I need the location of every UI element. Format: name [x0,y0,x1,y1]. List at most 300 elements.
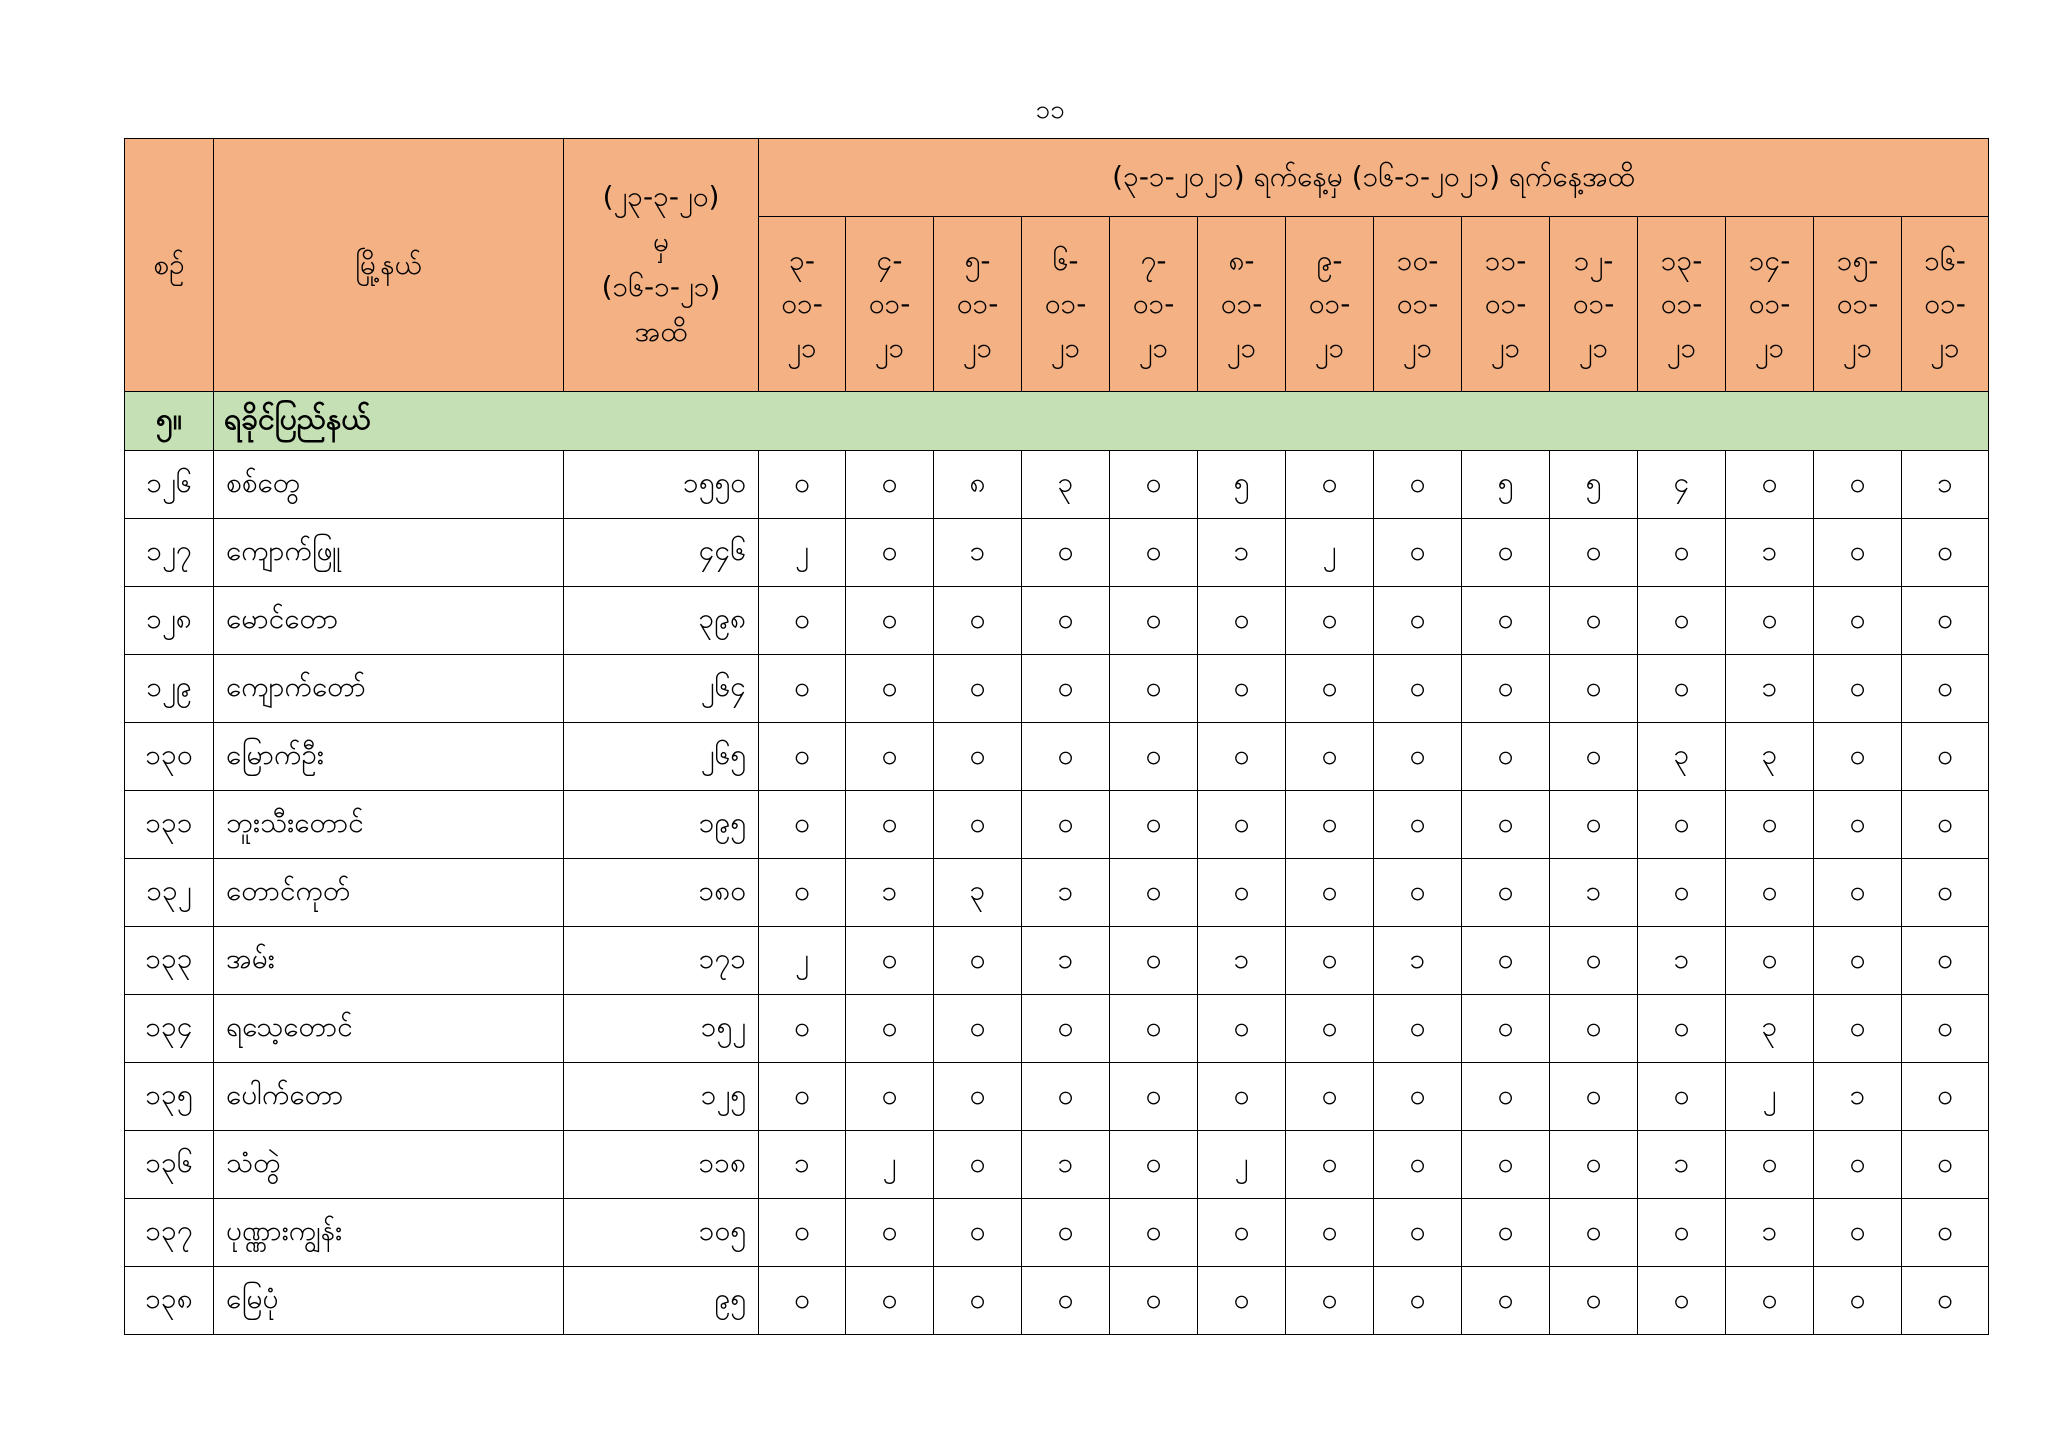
row-daily-value: ၀ [1022,1199,1110,1267]
row-serial-no: ၁၃၅ [125,1063,214,1131]
row-daily-value: ၀ [1462,587,1550,655]
row-daily-value: ၂ [1726,1063,1814,1131]
row-serial-no: ၁၂၇ [125,519,214,587]
row-daily-value: ၁ [759,1131,846,1199]
row-daily-value: ၈ [934,451,1022,519]
row-daily-value: ၀ [1902,1063,1989,1131]
row-daily-value: ၀ [1286,859,1374,927]
row-serial-no: ၁၃၁ [125,791,214,859]
section-name: ရခိုင်ပြည်နယ် [214,392,1989,451]
row-daily-value: ၀ [1110,451,1198,519]
header-date-part: ၂၁ [962,330,993,364]
row-daily-value: ၀ [1726,791,1814,859]
row-daily-value: ၀ [1902,587,1989,655]
row-daily-value: ၀ [759,791,846,859]
row-daily-value: ၀ [1110,587,1198,655]
row-daily-value: ၀ [1286,1131,1374,1199]
row-cumulative-total: ၁၇၁ [564,927,759,995]
row-daily-value: ၁ [846,859,934,927]
row-daily-value: ၁ [1726,1199,1814,1267]
row-cumulative-total: ၃၉၈ [564,587,759,655]
header-date-part: ၂၁ [1930,330,1960,364]
row-cumulative-total: ၄၄၆ [564,519,759,587]
header-date-part: ၀၁- [781,287,823,321]
row-daily-value: ၀ [1550,723,1638,791]
row-daily-value: ၃ [1022,451,1110,519]
header-date [934,217,1022,392]
row-daily-value: ၀ [1374,451,1462,519]
row-daily-value: ၀ [934,927,1022,995]
row-cumulative-total: ၁၅၅၀ [564,451,759,519]
row-daily-value: ၀ [934,995,1022,1063]
header-date-part: ၀၁- [1396,287,1439,321]
table-row [125,927,1989,995]
row-daily-value: ၀ [1022,1063,1110,1131]
row-township: ဘူးသီးတောင် [214,791,564,859]
row-daily-value: ၀ [759,655,846,723]
row-daily-value: ၀ [1462,519,1550,587]
header-date-part: ၁၃- [1660,243,1703,277]
row-daily-value: ၀ [1110,723,1198,791]
row-daily-value: ၀ [1550,791,1638,859]
row-daily-value: ၀ [1462,1063,1550,1131]
row-daily-value: ၀ [1814,1131,1902,1199]
row-daily-value: ၀ [1814,723,1902,791]
header-date-part: ၇- [1140,243,1167,277]
row-daily-value: ၀ [1814,995,1902,1063]
table-row [125,451,1989,519]
row-daily-value: ၀ [1374,1131,1462,1199]
row-daily-value: ၁ [1374,927,1462,995]
row-daily-value: ၀ [1462,791,1550,859]
row-daily-value: ၀ [1374,723,1462,791]
row-daily-value: ၁ [1902,451,1989,519]
row-daily-value: ၅ [1550,451,1638,519]
row-daily-value: ၀ [1198,1063,1286,1131]
row-daily-value: ၀ [1638,1267,1726,1335]
row-daily-value: ၀ [1286,723,1374,791]
row-daily-value: ၂ [1286,519,1374,587]
row-daily-value: ၀ [1198,723,1286,791]
header-date [1110,217,1198,392]
header-date-part: ၅- [964,243,991,277]
row-daily-value: ၀ [934,1199,1022,1267]
header-date-part: ၂၁ [787,330,817,364]
row-daily-value: ၀ [1110,519,1198,587]
row-daily-value: ၀ [1814,927,1902,995]
row-daily-value: ၀ [1462,655,1550,723]
row-daily-value: ၀ [1462,1267,1550,1335]
header-date-part: ၀၁- [1484,287,1527,321]
row-daily-value: ၀ [1286,995,1374,1063]
row-daily-value: ၁ [1726,519,1814,587]
row-daily-value: ၀ [1110,655,1198,723]
header-date-part: ၃- [789,243,815,277]
row-daily-value: ၀ [934,655,1022,723]
header-total-line: အထိ [634,314,688,348]
row-cumulative-total: ၁၈၀ [564,859,759,927]
row-daily-value: ၀ [1286,927,1374,995]
header-date [1022,217,1110,392]
row-daily-value: ၀ [1286,1267,1374,1335]
row-daily-value: ၁ [934,519,1022,587]
row-daily-value: ၃ [1638,723,1726,791]
row-daily-value: ၀ [1374,995,1462,1063]
row-daily-value: ၀ [1286,655,1374,723]
header-serial-no: စဉ် [125,139,214,392]
header-township: မြို့နယ် [214,139,564,392]
header-date-part: ၂၁ [1402,330,1433,364]
header-date-part: ၀၁- [1660,287,1703,321]
row-daily-value: ၀ [1550,1199,1638,1267]
row-daily-value: ၀ [1638,655,1726,723]
header-date-part: ၈- [1228,243,1255,277]
row-township: ပုဏ္ဏားကျွန်း [214,1199,564,1267]
row-serial-no: ၁၂၈ [125,587,214,655]
row-daily-value: ၀ [1638,1063,1726,1131]
row-township: အမ်း [214,927,564,995]
row-cumulative-total: ၁၀၅ [564,1199,759,1267]
header-date-part: ၀၁- [956,287,999,321]
header-date-part: ၀၁- [1308,287,1351,321]
row-daily-value: ၀ [1462,995,1550,1063]
table-row [125,791,1989,859]
row-daily-value: ၁ [1638,1131,1726,1199]
row-daily-value: ၃ [934,859,1022,927]
row-serial-no: ၁၂၉ [125,655,214,723]
row-daily-value: ၀ [846,587,934,655]
row-cumulative-total: ၁၉၅ [564,791,759,859]
header-date-part: ၁၁- [1484,243,1527,277]
row-daily-value: ၀ [1374,1063,1462,1131]
row-daily-value: ၀ [1462,859,1550,927]
row-daily-value: ၀ [934,1131,1022,1199]
row-daily-value: ၀ [1550,1063,1638,1131]
row-serial-no: ၁၂၆ [125,451,214,519]
header-date-part: ၂၁ [1226,330,1257,364]
header-date-part: ၀၁- [1924,287,1966,321]
row-serial-no: ၁၃၂ [125,859,214,927]
row-daily-value: ၀ [1022,587,1110,655]
row-daily-value: ၀ [1814,655,1902,723]
row-daily-value: ၀ [1726,1267,1814,1335]
row-daily-value: ၀ [846,995,934,1063]
header-date-part: ၀၁- [1572,287,1615,321]
row-daily-value: ၀ [759,1267,846,1335]
row-daily-value: ၀ [846,927,934,995]
row-daily-value: ၀ [1022,995,1110,1063]
row-daily-value: ၀ [1814,791,1902,859]
header-date [759,217,846,392]
row-daily-value: ၀ [1374,791,1462,859]
header-date-part: ၀၁- [1748,287,1791,321]
row-township: ပေါက်တော [214,1063,564,1131]
row-township: မြေပုံ [214,1267,564,1335]
header-date [1726,217,1814,392]
row-daily-value: ၀ [1902,655,1989,723]
row-daily-value: ၂ [846,1131,934,1199]
header-date-part: ၂၁ [1666,330,1697,364]
row-daily-value: ၀ [1198,791,1286,859]
row-daily-value: ၂ [1198,1131,1286,1199]
row-daily-value: ၀ [1902,859,1989,927]
header-date-range: (၃-၁-၂၀၂၁) ရက်နေ့မှ (၁၆-၁-၂၀၂၁) ရက်နေ့အထိ [759,139,1989,217]
row-daily-value: ၀ [1110,1131,1198,1199]
row-daily-value: ၀ [759,995,846,1063]
row-daily-value: ၀ [1814,519,1902,587]
header-date [1814,217,1902,392]
row-daily-value: ၀ [759,451,846,519]
page-number: ၁၁ [1035,95,1065,125]
row-daily-value: ၀ [1022,723,1110,791]
row-daily-value: ၀ [934,1063,1022,1131]
row-township: တောင်ကုတ် [214,859,564,927]
header-date-part: ၁၂- [1573,243,1614,277]
row-daily-value: ၀ [1198,995,1286,1063]
row-daily-value: ၀ [846,723,934,791]
row-township: ကျောက်တော် [214,655,564,723]
header-date-part: ၁၆- [1924,243,1966,277]
row-daily-value: ၀ [1726,927,1814,995]
row-daily-value: ၀ [1022,519,1110,587]
row-cumulative-total: ၁၂၅ [564,1063,759,1131]
row-daily-value: ၀ [759,587,846,655]
row-daily-value: ၅ [1462,451,1550,519]
row-daily-value: ၀ [1902,1267,1989,1335]
row-daily-value: ၀ [934,791,1022,859]
row-daily-value: ၃ [1726,723,1814,791]
table-row [125,519,1989,587]
row-daily-value: ၀ [1902,1131,1989,1199]
row-daily-value: ၀ [1286,1063,1374,1131]
row-township: မောင်တော [214,587,564,655]
row-daily-value: ၀ [759,1199,846,1267]
row-cumulative-total: ၂၆၅ [564,723,759,791]
row-daily-value: ၀ [1902,927,1989,995]
row-daily-value: ၂ [759,519,846,587]
header-date-part: ၂၁ [1842,330,1873,364]
row-daily-value: ၀ [1374,587,1462,655]
row-serial-no: ၁၃၀ [125,723,214,791]
row-daily-value: ၀ [1462,927,1550,995]
row-daily-value: ၁ [1550,859,1638,927]
row-daily-value: ၁ [1022,1131,1110,1199]
row-daily-value: ၀ [1198,1267,1286,1335]
row-daily-value: ၀ [1022,791,1110,859]
table-row [125,655,1989,723]
header-cumulative-total [564,139,759,392]
row-daily-value: ၀ [1550,587,1638,655]
table-row [125,859,1989,927]
header-date-part: ၂၁ [874,330,905,364]
row-daily-value: ၀ [1198,1199,1286,1267]
row-daily-value: ၀ [846,655,934,723]
row-township: မြောက်ဦး [214,723,564,791]
row-daily-value: ၁ [1022,927,1110,995]
row-daily-value: ၁ [1022,859,1110,927]
row-daily-value: ၀ [1374,1199,1462,1267]
row-serial-no: ၁၃၄ [125,995,214,1063]
row-daily-value: ၀ [1902,995,1989,1063]
header-date [1638,217,1726,392]
header-date [846,217,934,392]
header-date-part: ၀၁- [1836,287,1879,321]
row-daily-value: ၀ [1814,859,1902,927]
table-row [125,1063,1989,1131]
row-daily-value: ၁ [1198,927,1286,995]
row-daily-value: ၁ [1814,1063,1902,1131]
row-serial-no: ၁၃၃ [125,927,214,995]
row-daily-value: ၀ [1374,519,1462,587]
row-serial-no: ၁၃၇ [125,1199,214,1267]
header-date [1462,217,1550,392]
row-daily-value: ၀ [1198,859,1286,927]
row-daily-value: ၀ [1902,519,1989,587]
header-date-part: ၀၁- [868,287,911,321]
row-daily-value: ၀ [1550,927,1638,995]
row-daily-value: ၀ [759,859,846,927]
row-daily-value: ၀ [1902,723,1989,791]
row-daily-value: ၀ [1462,723,1550,791]
row-cumulative-total: ၉၅ [564,1267,759,1335]
header-date-part: ၀၁- [1220,287,1263,321]
row-daily-value: ၀ [1110,995,1198,1063]
row-daily-value: ၀ [1550,995,1638,1063]
row-cumulative-total: ၁၅၂ [564,995,759,1063]
table-body [125,392,1989,1335]
row-serial-no: ၁၃၆ [125,1131,214,1199]
table-row [125,995,1989,1063]
header-date-part: ၀၁- [1044,287,1087,321]
row-daily-value: ၀ [1462,1199,1550,1267]
row-daily-value: ၀ [759,723,846,791]
row-daily-value: ၀ [846,451,934,519]
header-date-part: ၂၁ [1490,330,1521,364]
row-daily-value: ၀ [846,791,934,859]
table-row [125,1199,1989,1267]
row-daily-value: ၀ [1022,655,1110,723]
row-daily-value: ၁ [1198,519,1286,587]
row-daily-value: ၀ [1902,1199,1989,1267]
table-row [125,723,1989,791]
row-daily-value: ၀ [1374,859,1462,927]
row-daily-value: ၀ [1638,995,1726,1063]
header-date [1286,217,1374,392]
row-daily-value: ၀ [759,1063,846,1131]
header-date-part: ၆- [1052,243,1079,277]
row-serial-no: ၁၃၈ [125,1267,214,1335]
table-row [125,1267,1989,1335]
row-daily-value: ၀ [1022,1267,1110,1335]
header-date-part: ၁၄- [1748,243,1791,277]
row-daily-value: ၀ [1374,655,1462,723]
row-daily-value: ၀ [1110,791,1198,859]
row-daily-value: ၁ [1638,927,1726,995]
row-daily-value: ၀ [1902,791,1989,859]
section-number: ၅။ [125,392,214,451]
row-daily-value: ၀ [1198,587,1286,655]
header-date [1374,217,1462,392]
row-daily-value: ၀ [1374,1267,1462,1335]
header-date-part: ၁၀- [1396,243,1439,277]
row-daily-value: ၀ [1286,451,1374,519]
row-daily-value: ၀ [1198,655,1286,723]
header-date-part: ၂၁ [1050,330,1081,364]
row-daily-value: ၀ [1638,1199,1726,1267]
row-daily-value: ၀ [846,519,934,587]
row-daily-value: ၀ [1638,859,1726,927]
row-daily-value: ၀ [1286,791,1374,859]
row-daily-value: ၂ [759,927,846,995]
row-daily-value: ၀ [1110,1267,1198,1335]
header-date-part: ၂၁ [1754,330,1785,364]
row-daily-value: ၀ [1550,655,1638,723]
row-daily-value: ၀ [1110,859,1198,927]
header-date [1198,217,1286,392]
row-daily-value: ၀ [1814,587,1902,655]
table-row [125,1131,1989,1199]
header-date-part: ၂၁ [1578,330,1609,364]
row-daily-value: ၀ [1726,859,1814,927]
row-daily-value: ၀ [1110,1063,1198,1131]
row-daily-value: ၀ [1638,587,1726,655]
row-cumulative-total: ၁၁၈ [564,1131,759,1199]
row-cumulative-total: ၂၆၄ [564,655,759,723]
row-township: သံတွဲ [214,1131,564,1199]
header-total-line: (၂၃-၃-၂၀) [602,180,720,214]
row-daily-value: ၀ [1814,1267,1902,1335]
row-daily-value: ၀ [1814,451,1902,519]
row-daily-value: ၀ [846,1267,934,1335]
row-daily-value: ၁ [1726,655,1814,723]
covid-cases-table [124,138,1989,1335]
row-daily-value: ၀ [1726,587,1814,655]
row-daily-value: ၀ [934,587,1022,655]
row-daily-value: ၀ [934,1267,1022,1335]
header-date-part: ၁၅- [1836,243,1879,277]
row-daily-value: ၀ [846,1063,934,1131]
row-township: ရသေ့တောင် [214,995,564,1063]
section-row [125,392,1989,451]
header-date-part: ၄- [876,243,903,277]
row-daily-value: ၅ [1198,451,1286,519]
row-daily-value: ၀ [1726,1131,1814,1199]
row-daily-value: ၀ [1814,1199,1902,1267]
row-daily-value: ၀ [1550,1131,1638,1199]
row-daily-value: ၀ [934,723,1022,791]
row-daily-value: ၀ [1110,1199,1198,1267]
row-daily-value: ၄ [1638,451,1726,519]
row-township: စစ်တွေ [214,451,564,519]
row-daily-value: ၀ [1726,451,1814,519]
table-header [125,139,1989,392]
header-date-part: ၀၁- [1132,287,1175,321]
header-date-part: ၂၁ [1138,330,1169,364]
header-date-part: ၂၁ [1314,330,1345,364]
row-daily-value: ၀ [1550,1267,1638,1335]
row-daily-value: ၀ [1462,1131,1550,1199]
header-total-line: (၁၆-၁-၂၁) [601,270,721,303]
row-daily-value: ၀ [1638,519,1726,587]
row-daily-value: ၀ [1110,927,1198,995]
row-daily-value: ၀ [1286,587,1374,655]
row-daily-value: ၀ [1550,519,1638,587]
header-date-part: ၉- [1316,243,1343,277]
header-total-line: မှ [653,225,669,259]
header-date [1550,217,1638,392]
row-daily-value: ၀ [1286,1199,1374,1267]
row-daily-value: ၀ [1638,791,1726,859]
